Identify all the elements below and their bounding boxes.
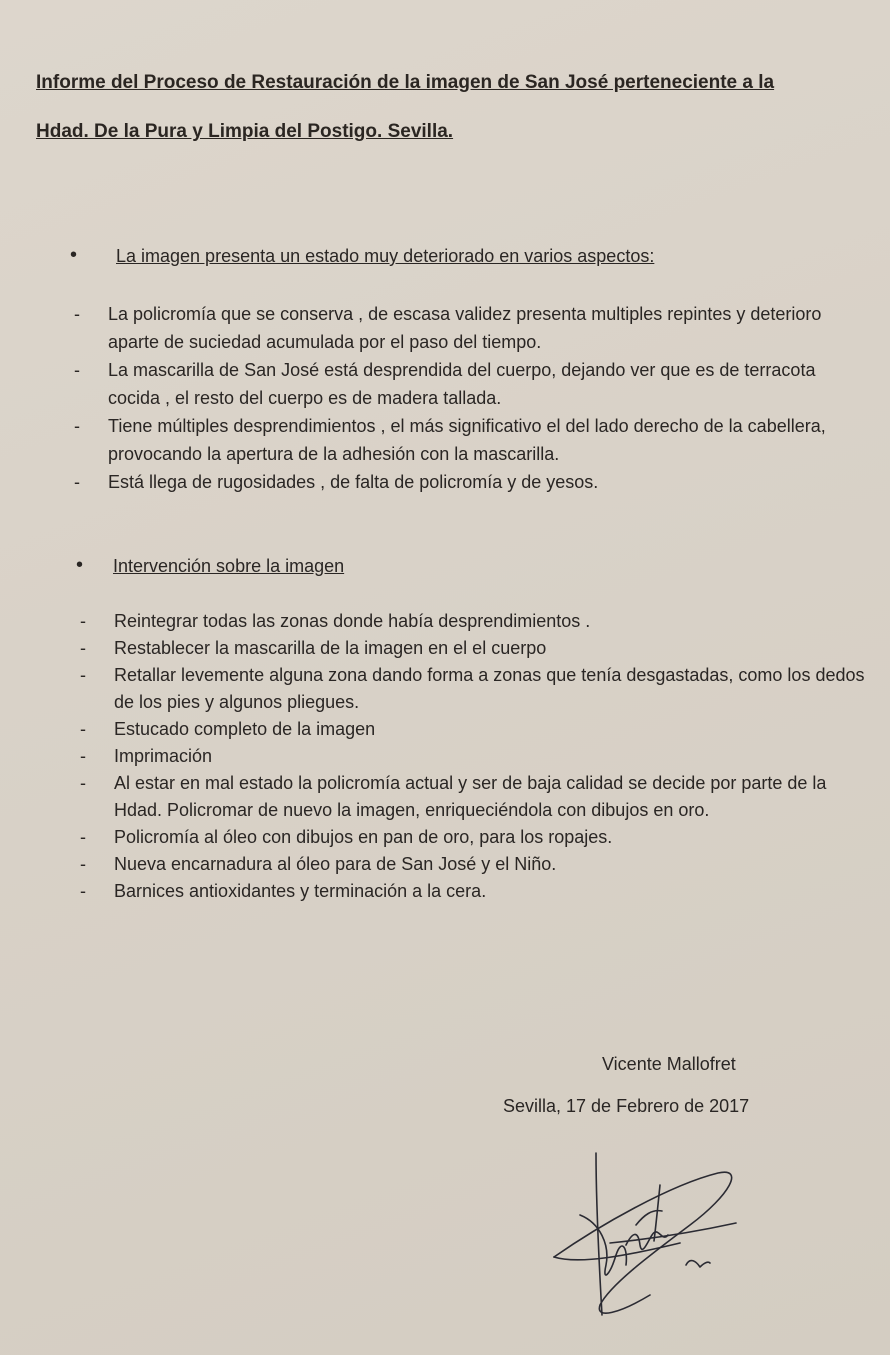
document-title: [36, 58, 866, 156]
list-item-text: Estucado completo de la imagen: [114, 719, 376, 739]
list-item-text: Restablecer la mascarilla de la imagen en el el cuerpo: [114, 638, 547, 658]
list-item: [80, 635, 870, 662]
list-dash: -: [80, 746, 86, 766]
section1-list: [74, 300, 864, 496]
list-dash: -: [74, 472, 80, 492]
list-item: [74, 300, 864, 356]
list-item-text: Al estar en mal estado la policromía actual y ser de baja calidad se decide por parte de la Hdad. Policromar de nuevo la imagen, enriqueciéndola con dibujos en oro.: [114, 773, 827, 820]
list-dash: -: [74, 360, 80, 380]
list-dash: -: [80, 665, 86, 685]
list-item: [80, 770, 870, 824]
list-item-text: La policromía que se conserva , de escasa validez presenta multiples repintes y deterioro aparte de suciedad acumulada por el paso del tiempo.: [108, 304, 822, 352]
list-dash: -: [80, 827, 86, 847]
list-item: [80, 851, 870, 878]
list-item-text: Tiene múltiples desprendimientos , el más significativo el del lado derecho de la cabellera, provocando la apertura de la adhesión con la mascarilla.: [108, 416, 826, 464]
list-item: [74, 356, 864, 412]
list-dash: -: [80, 773, 86, 793]
list-dash: -: [80, 611, 86, 631]
section1-heading: La imagen presenta un estado muy deteriorado en varios aspectos:: [116, 246, 655, 266]
list-dash: -: [74, 416, 80, 436]
list-item-text: Imprimación: [114, 746, 213, 766]
list-item: [74, 468, 864, 496]
handwritten-signature: [540, 1145, 760, 1335]
list-item: [80, 608, 870, 635]
list-item: [80, 878, 870, 905]
list-item: [80, 743, 870, 770]
signature-date: Sevilla, 17 de Febrero de 2017: [503, 1096, 750, 1116]
list-item-text: Retallar levemente alguna zona dando forma a zonas que tenía desgastadas, como los dedos de los pies y algunos pliegues.: [114, 665, 865, 712]
list-item: [80, 824, 870, 851]
list-dash: -: [80, 854, 86, 874]
signer-name: Vicente Mallofret: [602, 1054, 736, 1074]
title-line-2: Hdad. De la Pura y Limpia del Postigo. Sevilla.: [36, 121, 454, 142]
title-line-1: Informe del Proceso de Restauración de la imagen de San José perteneciente a la: [36, 72, 775, 93]
list-dash: -: [80, 881, 86, 901]
section1-bullet: •: [70, 244, 78, 266]
list-item-text: Está llega de rugosidades , de falta de policromía y de yesos.: [108, 472, 599, 492]
list-item-text: Nueva encarnadura al óleo para de San José y el Niño.: [114, 854, 557, 874]
list-dash: -: [80, 719, 86, 739]
section2-heading: Intervención sobre la imagen: [113, 556, 345, 576]
list-dash: -: [74, 304, 80, 324]
list-item: [80, 662, 870, 716]
list-item-text: La mascarilla de San José está desprendida del cuerpo, dejando ver que es de terracota cocida , el resto del cuerpo es de madera tallada.: [108, 360, 816, 408]
list-item-text: Barnices antioxidantes y terminación a la cera.: [114, 881, 487, 901]
list-dash: -: [80, 638, 86, 658]
section2-list: [80, 608, 870, 905]
list-item: [80, 716, 870, 743]
section2-bullet: •: [76, 554, 84, 576]
list-item-text: Reintegrar todas las zonas donde había desprendimientos .: [114, 611, 591, 631]
list-item-text: Policromía al óleo con dibujos en pan de oro, para los ropajes.: [114, 827, 613, 847]
list-item: [74, 412, 864, 468]
